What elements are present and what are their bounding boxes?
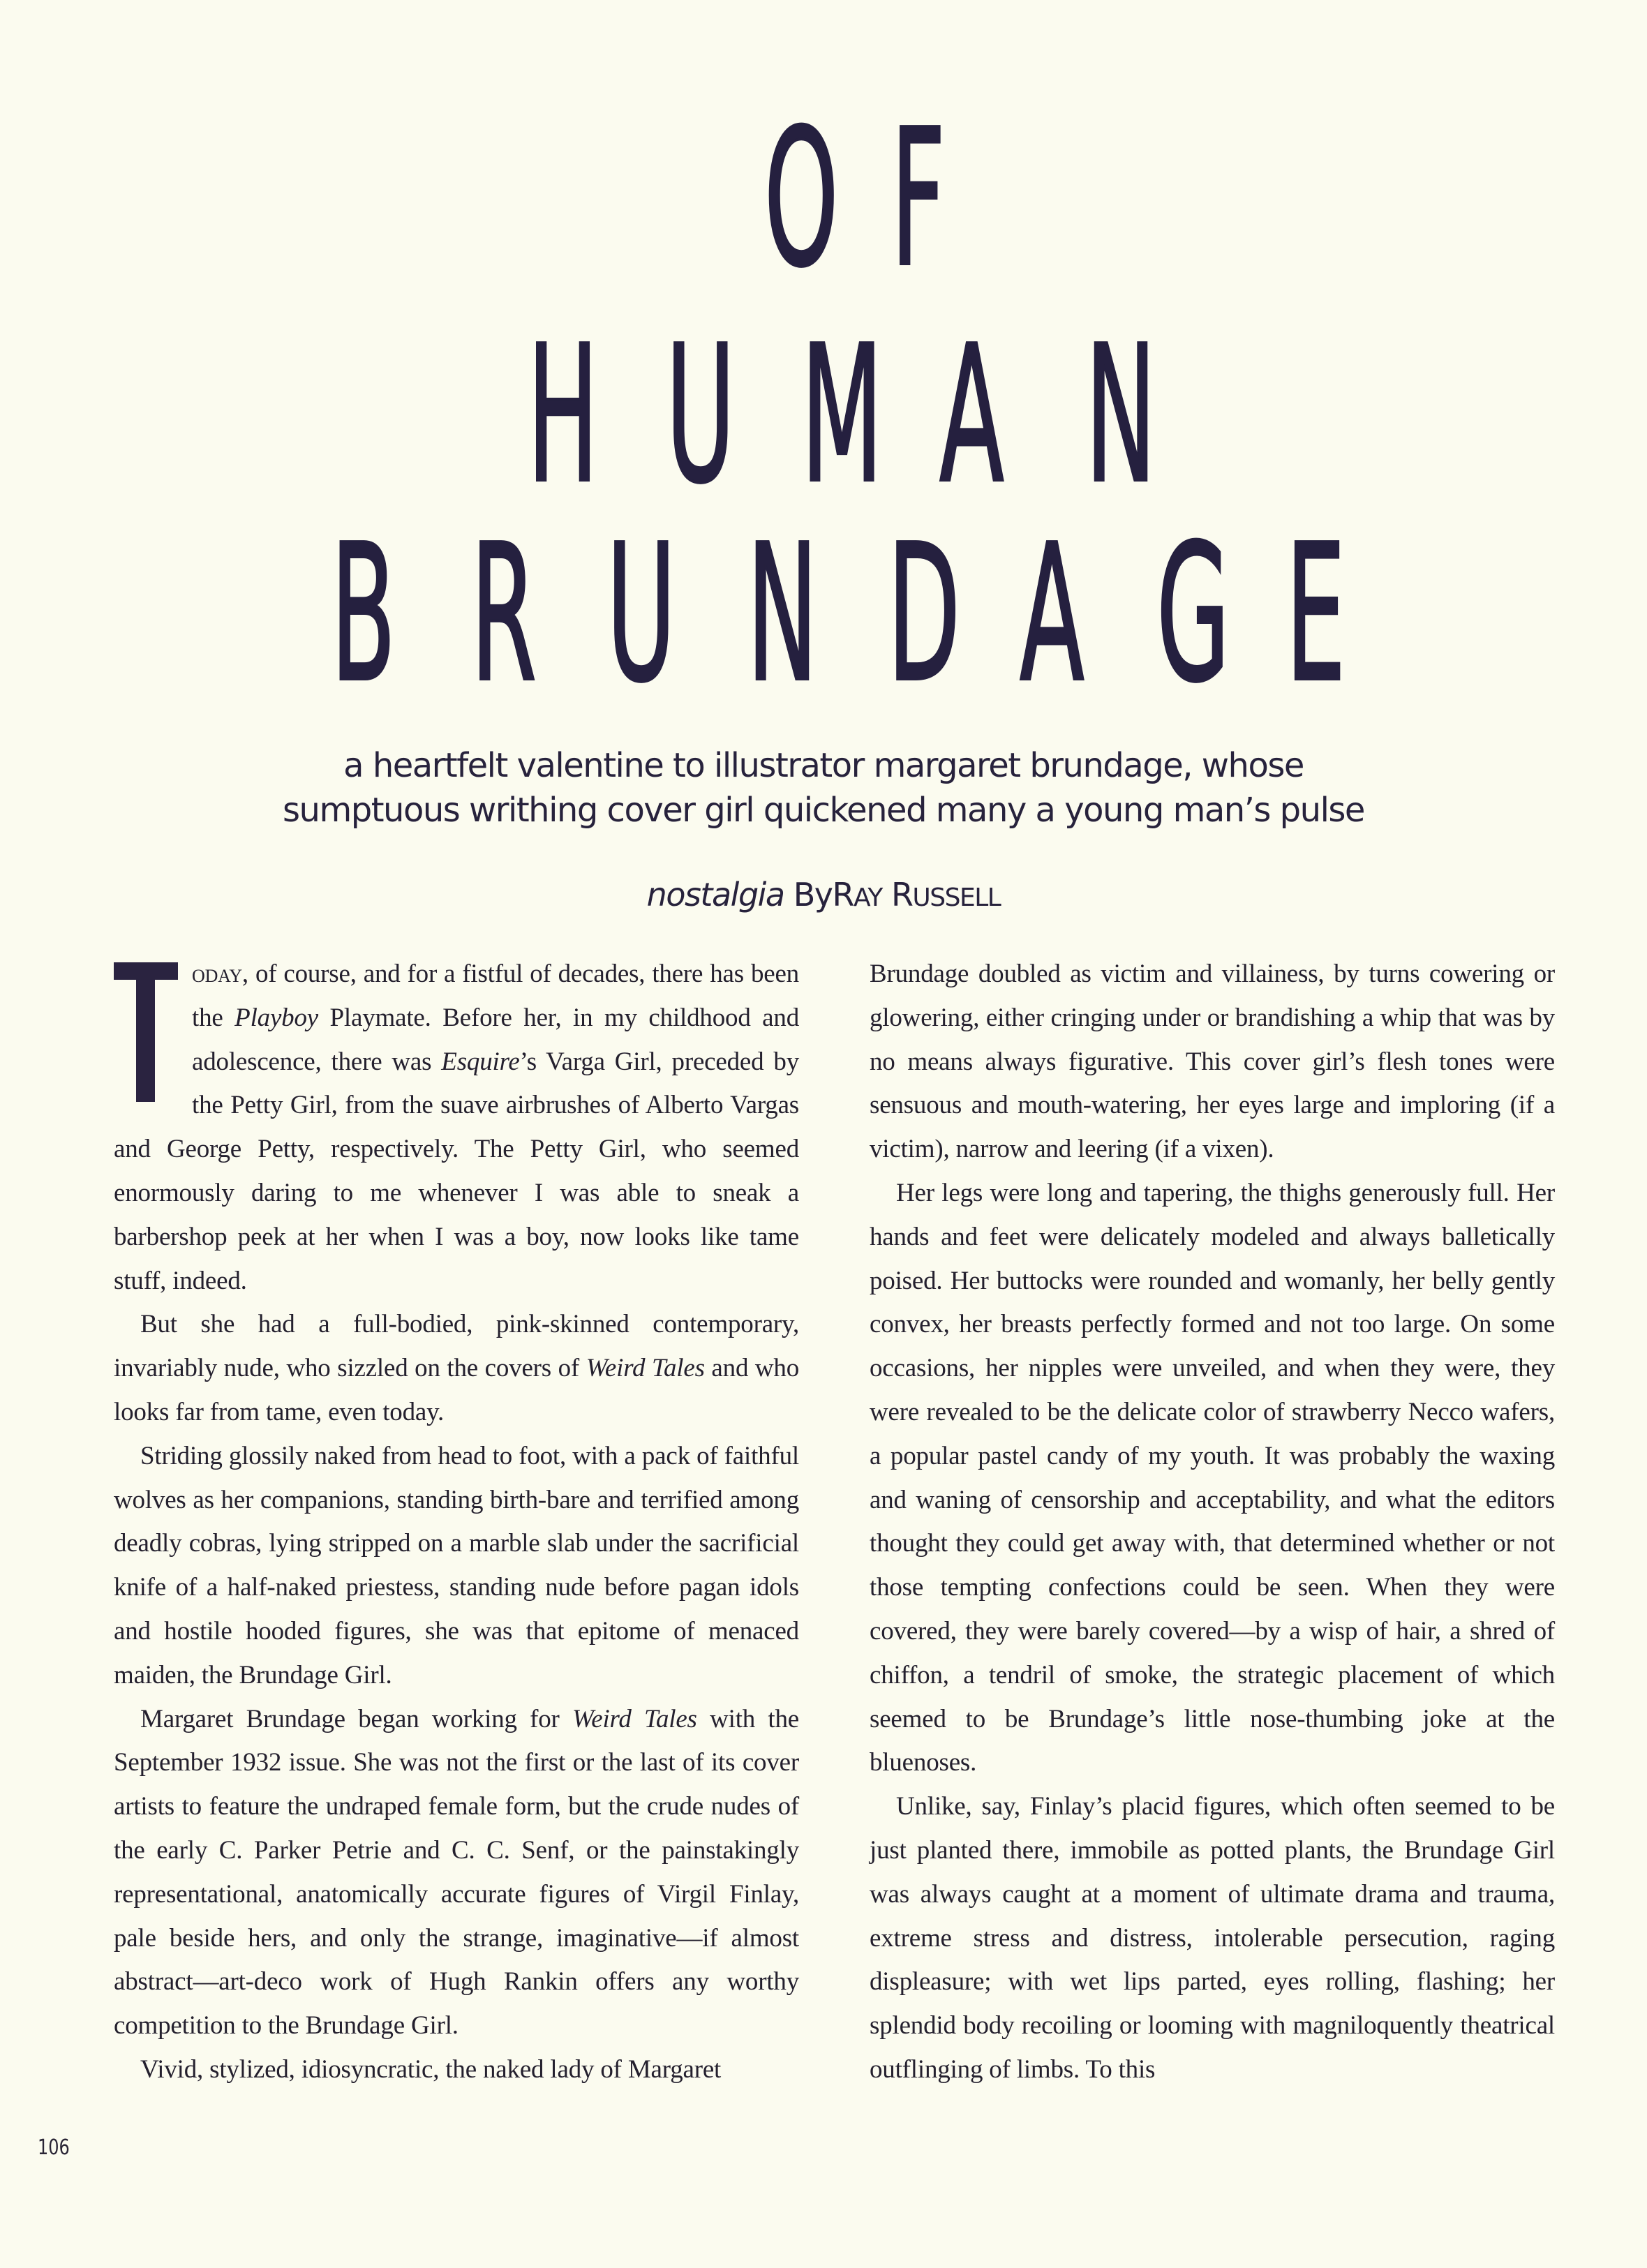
title-letter: U	[606, 504, 676, 724]
text-run: ’s Varga Girl, preceded by the Petty Girl, from the suave airbrushes of Alberto Vargas and George Petty, respectively. The Petty Girl, who seemed enormously daring to me whenever I was able to sneak a barbershop peek at her when I was a boy, now looks like tame stuff, indeed.	[114, 1047, 799, 1295]
text-run: Her legs were long and tapering, the thighs generously full. Her hands and feet were delicately modeled and always balletically poised. Her buttocks were rounded and womanly, her belly gently convex, her breasts perfectly formed and not too large. On some occasions, her nipples were unveiled, and when they were, they were revealed to be the delicate color of strawberry Necco wafers, a popular pastel candy of my youth. It was probably the waxing and waning of censorship and acceptability, and what the editors thought they could get away with, that determined whether or not those tempting confections could be seen. When they were covered, they were barely covered—by a wisp of hair, a shred of chiffon, a tendril of smoke, the strategic placement of which seemed to be Brundage’s little nose-thumbing joke at the bluenoses.	[870, 1178, 1555, 1777]
title-letter: R	[470, 504, 537, 724]
page-number: 106	[38, 2135, 70, 2160]
dek-line: sumptuous writhing cover girl quickened many a young man’s pulse	[283, 791, 1364, 830]
author-initial: R	[832, 876, 854, 913]
body-paragraph	[114, 1303, 799, 1434]
text-run: Unlike, say, Finlay’s placid figures, which often seemed to be just planted there, immobile as potted plants, the Brundage Girl was always caught at a moment of ultimate drama and trauma, extreme stress and distress, intolerable persecution, raging displeasure; with wet lips parted, eyes rolling, flashing; her splendid body recoiling or looming with magniloquently theatrical outflinging of limbs. To this	[870, 1792, 1555, 2084]
department-label: nostalgia	[646, 876, 784, 913]
title-line-of	[0, 89, 1647, 308]
title-letter: N	[747, 504, 818, 724]
byline-by: By	[793, 876, 833, 913]
body-paragraph	[870, 953, 1555, 1172]
publication-title: Playboy	[234, 1003, 318, 1032]
body-paragraph	[114, 953, 799, 1303]
text-run: , of course, and for a fistful of decades, there has been the	[192, 960, 799, 1032]
text-run: But she had a full-bodied, pink-skinned contemporary, invariably nude, who sizzled on the covers of	[114, 1310, 799, 1383]
body-paragraph	[870, 1172, 1555, 1785]
title-letter: B	[331, 504, 396, 724]
title-letter: U	[666, 305, 736, 525]
body-column-left	[114, 953, 799, 2092]
text-run: Vivid, stylized, idiosyncratic, the naked lady of Margaret	[140, 2054, 722, 2084]
title-letter: F	[890, 89, 946, 308]
lead-in-smallcaps: oday	[192, 960, 242, 988]
body-paragraph	[870, 1785, 1555, 2092]
text-run: with the September 1932 issue. She was not the first or the last of its cover artists to feature the undraped female form, but the crude nudes of the early C. Parker Petrie and C. C. Senf, or the painstakingly representational, anatomically accurate figures of Virgil Finlay, pale beside hers, and only the strange, imaginative—if almost abstract—art-deco work of Hugh Rankin offers any worthy competition to the Brundage Girl.	[114, 1704, 799, 2041]
drop-cap-stem	[136, 962, 155, 1102]
author-initial: R	[890, 876, 913, 913]
text-run: Striding glossily naked from head to foot, with a pack of faithful wolves as her companions, standing birth-bare and terrified among deadly cobras, lying stripped on a marble slab under the sacrificial knife of a half-naked priestess, standing nude before pagan idols and hostile hooded figures, she was that epitome of menaced maiden, the Brundage Girl.	[114, 1441, 799, 1689]
author-last-rest: USSELL	[912, 883, 1001, 912]
title-letter: M	[801, 305, 883, 525]
body-paragraph	[114, 2048, 799, 2092]
title-letter: O	[764, 89, 839, 308]
body-column-right	[870, 953, 1555, 2092]
title-line-brundage	[0, 504, 1647, 724]
drop-cap-t	[114, 958, 178, 1101]
text-run: and who looks far from tame, even today.	[114, 1354, 799, 1426]
title-letter: H	[527, 305, 599, 525]
title-letter: A	[1020, 504, 1085, 724]
article-dek	[0, 743, 1647, 833]
publication-title: Weird Tales	[572, 1704, 697, 1733]
title-letter: G	[1156, 504, 1230, 724]
title-letter: D	[887, 504, 960, 724]
text-run: Brundage doubled as victim and villainess, by turns cowering or glowering, either cringing under or brandishing a whip that was by no means always figurative. This cover girl’s flesh tones were sensuous and mouth-watering, her eyes large and imploring (if a victim), narrow and leering (if a vixen).	[870, 960, 1555, 1164]
title-line-human	[0, 305, 1647, 525]
title-letter: N	[1085, 305, 1156, 525]
dek-line: a heartfelt valentine to illustrator margaret brundage, whose	[343, 746, 1304, 785]
text-run: Margaret Brundage began working for	[140, 1704, 572, 1733]
byline	[0, 876, 1647, 913]
publication-title: Esquire	[441, 1047, 520, 1076]
body-paragraph	[114, 1435, 799, 1698]
text-run: Playmate. Before her, in my childhood and adolescence, there was	[192, 1003, 799, 1076]
publication-title: Weird Tales	[586, 1354, 705, 1383]
title-letter: A	[939, 305, 1004, 525]
title-letter: E	[1285, 504, 1346, 724]
body-paragraph	[114, 1698, 799, 2048]
author-first-rest: AY	[853, 883, 882, 912]
